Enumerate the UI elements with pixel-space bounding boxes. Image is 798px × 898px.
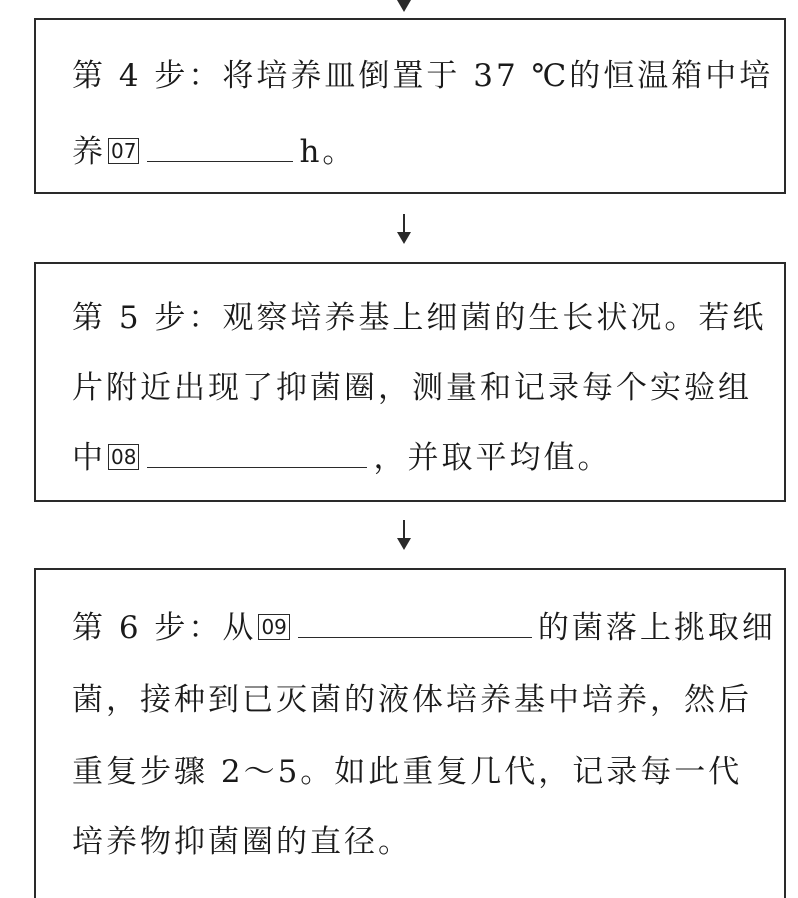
step-5-text: 第 5 步：观察培养基上细菌的生长状况。若纸 bbox=[72, 300, 767, 336]
step-4-text-start: 养 bbox=[72, 134, 106, 170]
step-4-text-end: h。 bbox=[299, 134, 357, 170]
step-5-text-start: 中 bbox=[72, 440, 106, 476]
step-6-text-start: 第 6 步：从 bbox=[72, 610, 257, 646]
step-6-line-1 bbox=[72, 602, 776, 647]
answer-blank-07[interactable] bbox=[147, 159, 293, 162]
step-5-text-end: ，并取平均值。 bbox=[373, 440, 612, 476]
step-6-text: 菌，接种到已灭菌的液体培养基中培养，然后 bbox=[72, 682, 752, 718]
step-6-text: 培养物抑菌圈的直径。 bbox=[72, 824, 412, 860]
arrow-into-step-4 bbox=[394, 0, 414, 14]
arrow-shaft bbox=[403, 214, 405, 234]
arrow-step-5-to-6 bbox=[394, 520, 414, 550]
step-6-line-2 bbox=[72, 674, 752, 719]
step-6-line-4 bbox=[72, 816, 412, 861]
arrowhead bbox=[397, 538, 411, 550]
step-6-box bbox=[34, 568, 786, 898]
step-5-text: 片附近出现了抑菌圈，测量和记录每个实验组 bbox=[72, 370, 752, 406]
step-4-box bbox=[34, 18, 786, 194]
step-6-line-3 bbox=[72, 746, 742, 791]
step-4-line-2 bbox=[72, 126, 356, 171]
step-6-text-end: 的菌落上挑取细 bbox=[537, 610, 776, 646]
blank-number-07: 07 bbox=[108, 138, 139, 164]
step-4-line-1 bbox=[72, 50, 773, 95]
blank-number-08: 08 bbox=[108, 444, 139, 470]
answer-blank-09[interactable] bbox=[298, 635, 532, 638]
arrowhead bbox=[397, 0, 411, 12]
arrow-shaft bbox=[403, 520, 405, 540]
step-5-line-2 bbox=[72, 362, 752, 407]
answer-blank-08[interactable] bbox=[147, 465, 367, 468]
step-6-text: 重复步骤 2～5。如此重复几代，记录每一代 bbox=[72, 754, 743, 790]
step-5-box bbox=[34, 262, 786, 502]
step-4-text: 第 4 步：将培养皿倒置于 37 ℃的恒温箱中培 bbox=[72, 58, 774, 94]
step-5-line-1 bbox=[72, 292, 766, 337]
step-5-line-3 bbox=[72, 432, 611, 477]
arrow-step-4-to-5 bbox=[394, 214, 414, 244]
blank-number-09: 09 bbox=[258, 614, 289, 640]
arrowhead bbox=[397, 232, 411, 244]
